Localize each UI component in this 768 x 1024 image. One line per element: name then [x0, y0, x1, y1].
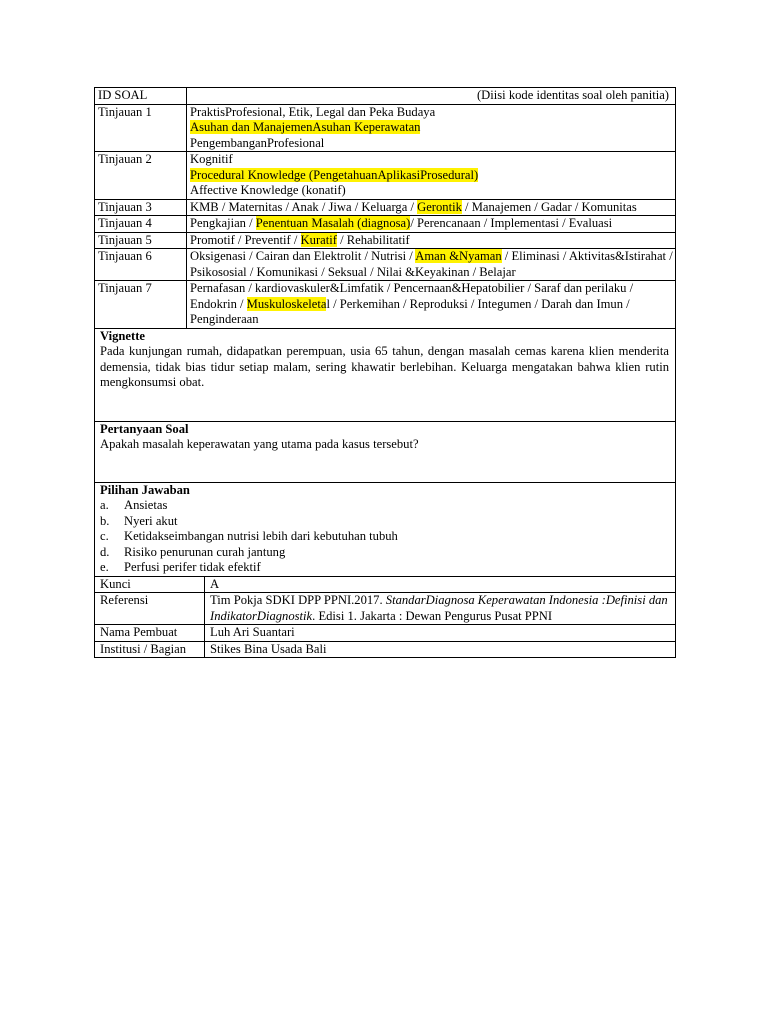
answer-option-letter: b.: [100, 513, 110, 528]
highlighted-text: Asuhan dan ManajemenAsuhan Keperawatan: [190, 120, 421, 134]
tinjauan-value: [187, 199, 676, 216]
answer-option-letter: d.: [100, 544, 110, 559]
pilihan-cell: [95, 482, 676, 576]
pilihan-options: [100, 498, 669, 576]
pembuat-value: Luh Ari Suantari: [205, 625, 676, 642]
vignette-cell: [95, 328, 676, 421]
id-soal-row: [95, 88, 676, 105]
answer-option-letter: a.: [100, 498, 109, 512]
answer-option-letter: e.: [100, 560, 109, 574]
pilihan-title: Pilihan Jawaban: [100, 482, 190, 497]
answer-option: [100, 514, 669, 530]
soal-document: [94, 87, 676, 658]
highlighted-text: Gerontik: [417, 199, 462, 214]
tinjauan-row: [95, 281, 676, 329]
soal-table: [94, 87, 676, 577]
tinjauan-value: [187, 152, 676, 200]
tinjauan-label: Tinjauan 4: [95, 216, 187, 233]
answer-option: [100, 545, 669, 561]
plain-text: Pernafasan / kardiovaskuler&Limfatik / Pencernaan&Hepatobilier / Saraf dan perilaku / Endokrin /: [190, 281, 634, 311]
vignette-title: Vignette: [100, 328, 145, 343]
tinjauan-value: [187, 232, 676, 249]
plain-text: l / Perkemihan / Reproduksi / Integumen / Darah dan Imun / Penginderaan: [190, 296, 630, 326]
referensi-title: StandarDiagnosa Keperawatan Indonesia :Definisi dan IndikatorDiagnostik: [210, 593, 668, 623]
vignette-text: Pada kunjungan rumah, didapatkan perempuan, usia 65 tahun, dengan masalah cemas karena klien menderita demensia, tidak bias tidur setiap malam, sering khawatir berlebihan. Keluarga mengatakan bahwa klien rutin mengkonsumsi obat.: [100, 344, 669, 389]
plain-text: Pengkajian /: [190, 216, 256, 230]
answer-option-text: Risiko penurunan curah jantung: [124, 544, 286, 559]
plain-text: / Rehabilitatif: [336, 232, 410, 247]
tinjauan-label: Tinjauan 2: [95, 152, 187, 200]
referensi-row: [95, 593, 676, 625]
highlighted-text: Aman &Nyaman: [415, 249, 502, 263]
id-soal-value: (Diisi kode identitas soal oleh panitia): [187, 88, 676, 105]
pertanyaan-row: [95, 421, 676, 482]
tinjauan-row: [95, 104, 676, 152]
tinjauan-row: [95, 152, 676, 200]
tinjauan-rows: [95, 104, 676, 328]
plain-text: / Manajemen / Gadar / Komunitas: [461, 199, 637, 214]
plain-text: PengembanganProfesional: [190, 135, 325, 150]
tinjauan-label: Tinjauan 3: [95, 199, 187, 216]
answer-option: [100, 529, 669, 545]
tinjauan-value: [187, 216, 676, 233]
referensi-label: Referensi: [95, 593, 205, 625]
tinjauan-row: [95, 216, 676, 233]
tinjauan-label: Tinjauan 1: [95, 104, 187, 152]
pertanyaan-title: Pertanyaan Soal: [100, 421, 189, 436]
highlighted-text: Penentuan Masalah (diagnosa): [255, 216, 411, 230]
tinjauan-value: [187, 281, 676, 329]
highlighted-text: Procedural Knowledge (PengetahuanAplikasiProsedural): [190, 167, 479, 182]
answer-option-text: Ansietas: [124, 498, 168, 512]
pilihan-row: [95, 482, 676, 576]
institusi-label: Institusi / Bagian: [95, 641, 205, 658]
tinjauan-value: [187, 104, 676, 152]
plain-text: / Eliminasi / Aktivitas&Istirahat / Psikososial / Komunikasi / Seksual / Nilai &Keyakinan / Belajar: [190, 249, 673, 279]
answer-option-letter: c.: [100, 529, 109, 543]
pertanyaan-cell: [95, 421, 676, 482]
highlighted-text: Kuratif: [300, 232, 337, 247]
plain-text: / Perencanaan / Implementasi / Evaluasi: [410, 216, 613, 230]
answer-option-text: Perfusi perifer tidak efektif: [124, 560, 261, 574]
tinjauan-label: Tinjauan 7: [95, 281, 187, 329]
referensi-publisher: . Edisi 1. Jakarta : Dewan Pengurus Pusat PPNI: [312, 608, 553, 623]
institusi-row: [95, 641, 676, 658]
plain-text: Promotif / Preventif /: [190, 232, 301, 247]
answer-option-text: Ketidakseimbangan nutrisi lebih dari kebutuhan tubuh: [124, 529, 398, 543]
meta-table: [94, 576, 676, 659]
pembuat-label: Nama Pembuat: [95, 625, 205, 642]
pembuat-row: [95, 625, 676, 642]
highlighted-text: Muskuloskeleta: [246, 296, 327, 311]
plain-text: KMB / Maternitas / Anak / Jiwa / Keluarga /: [190, 199, 418, 214]
plain-text: Kognitif: [190, 152, 233, 166]
plain-text: Oksigenasi / Cairan dan Elektrolit / Nutrisi /: [190, 249, 416, 263]
pertanyaan-text: Apakah masalah keperawatan yang utama pada kasus tersebut?: [100, 437, 419, 451]
tinjauan-value: [187, 249, 676, 281]
answer-option: [100, 498, 669, 514]
institusi-value: Stikes Bina Usada Bali: [205, 641, 676, 658]
kunci-row: [95, 576, 676, 593]
tinjauan-row: [95, 199, 676, 216]
tinjauan-row: [95, 249, 676, 281]
tinjauan-label: Tinjauan 6: [95, 249, 187, 281]
plain-text: PraktisProfesional, Etik, Legal dan Peka Budaya: [190, 104, 436, 119]
tinjauan-row: [95, 232, 676, 249]
kunci-value: A: [205, 576, 676, 593]
answer-option-text: Nyeri akut: [124, 513, 178, 528]
answer-option: [100, 560, 669, 576]
referensi-value: [205, 593, 676, 625]
vignette-row: [95, 328, 676, 421]
kunci-label: Kunci: [95, 576, 205, 593]
id-soal-label: ID SOAL: [95, 88, 187, 105]
referensi-author: Tim Pokja SDKI DPP PPNI.2017.: [210, 593, 386, 607]
tinjauan-label: Tinjauan 5: [95, 232, 187, 249]
plain-text: Affective Knowledge (konatif): [190, 183, 346, 197]
